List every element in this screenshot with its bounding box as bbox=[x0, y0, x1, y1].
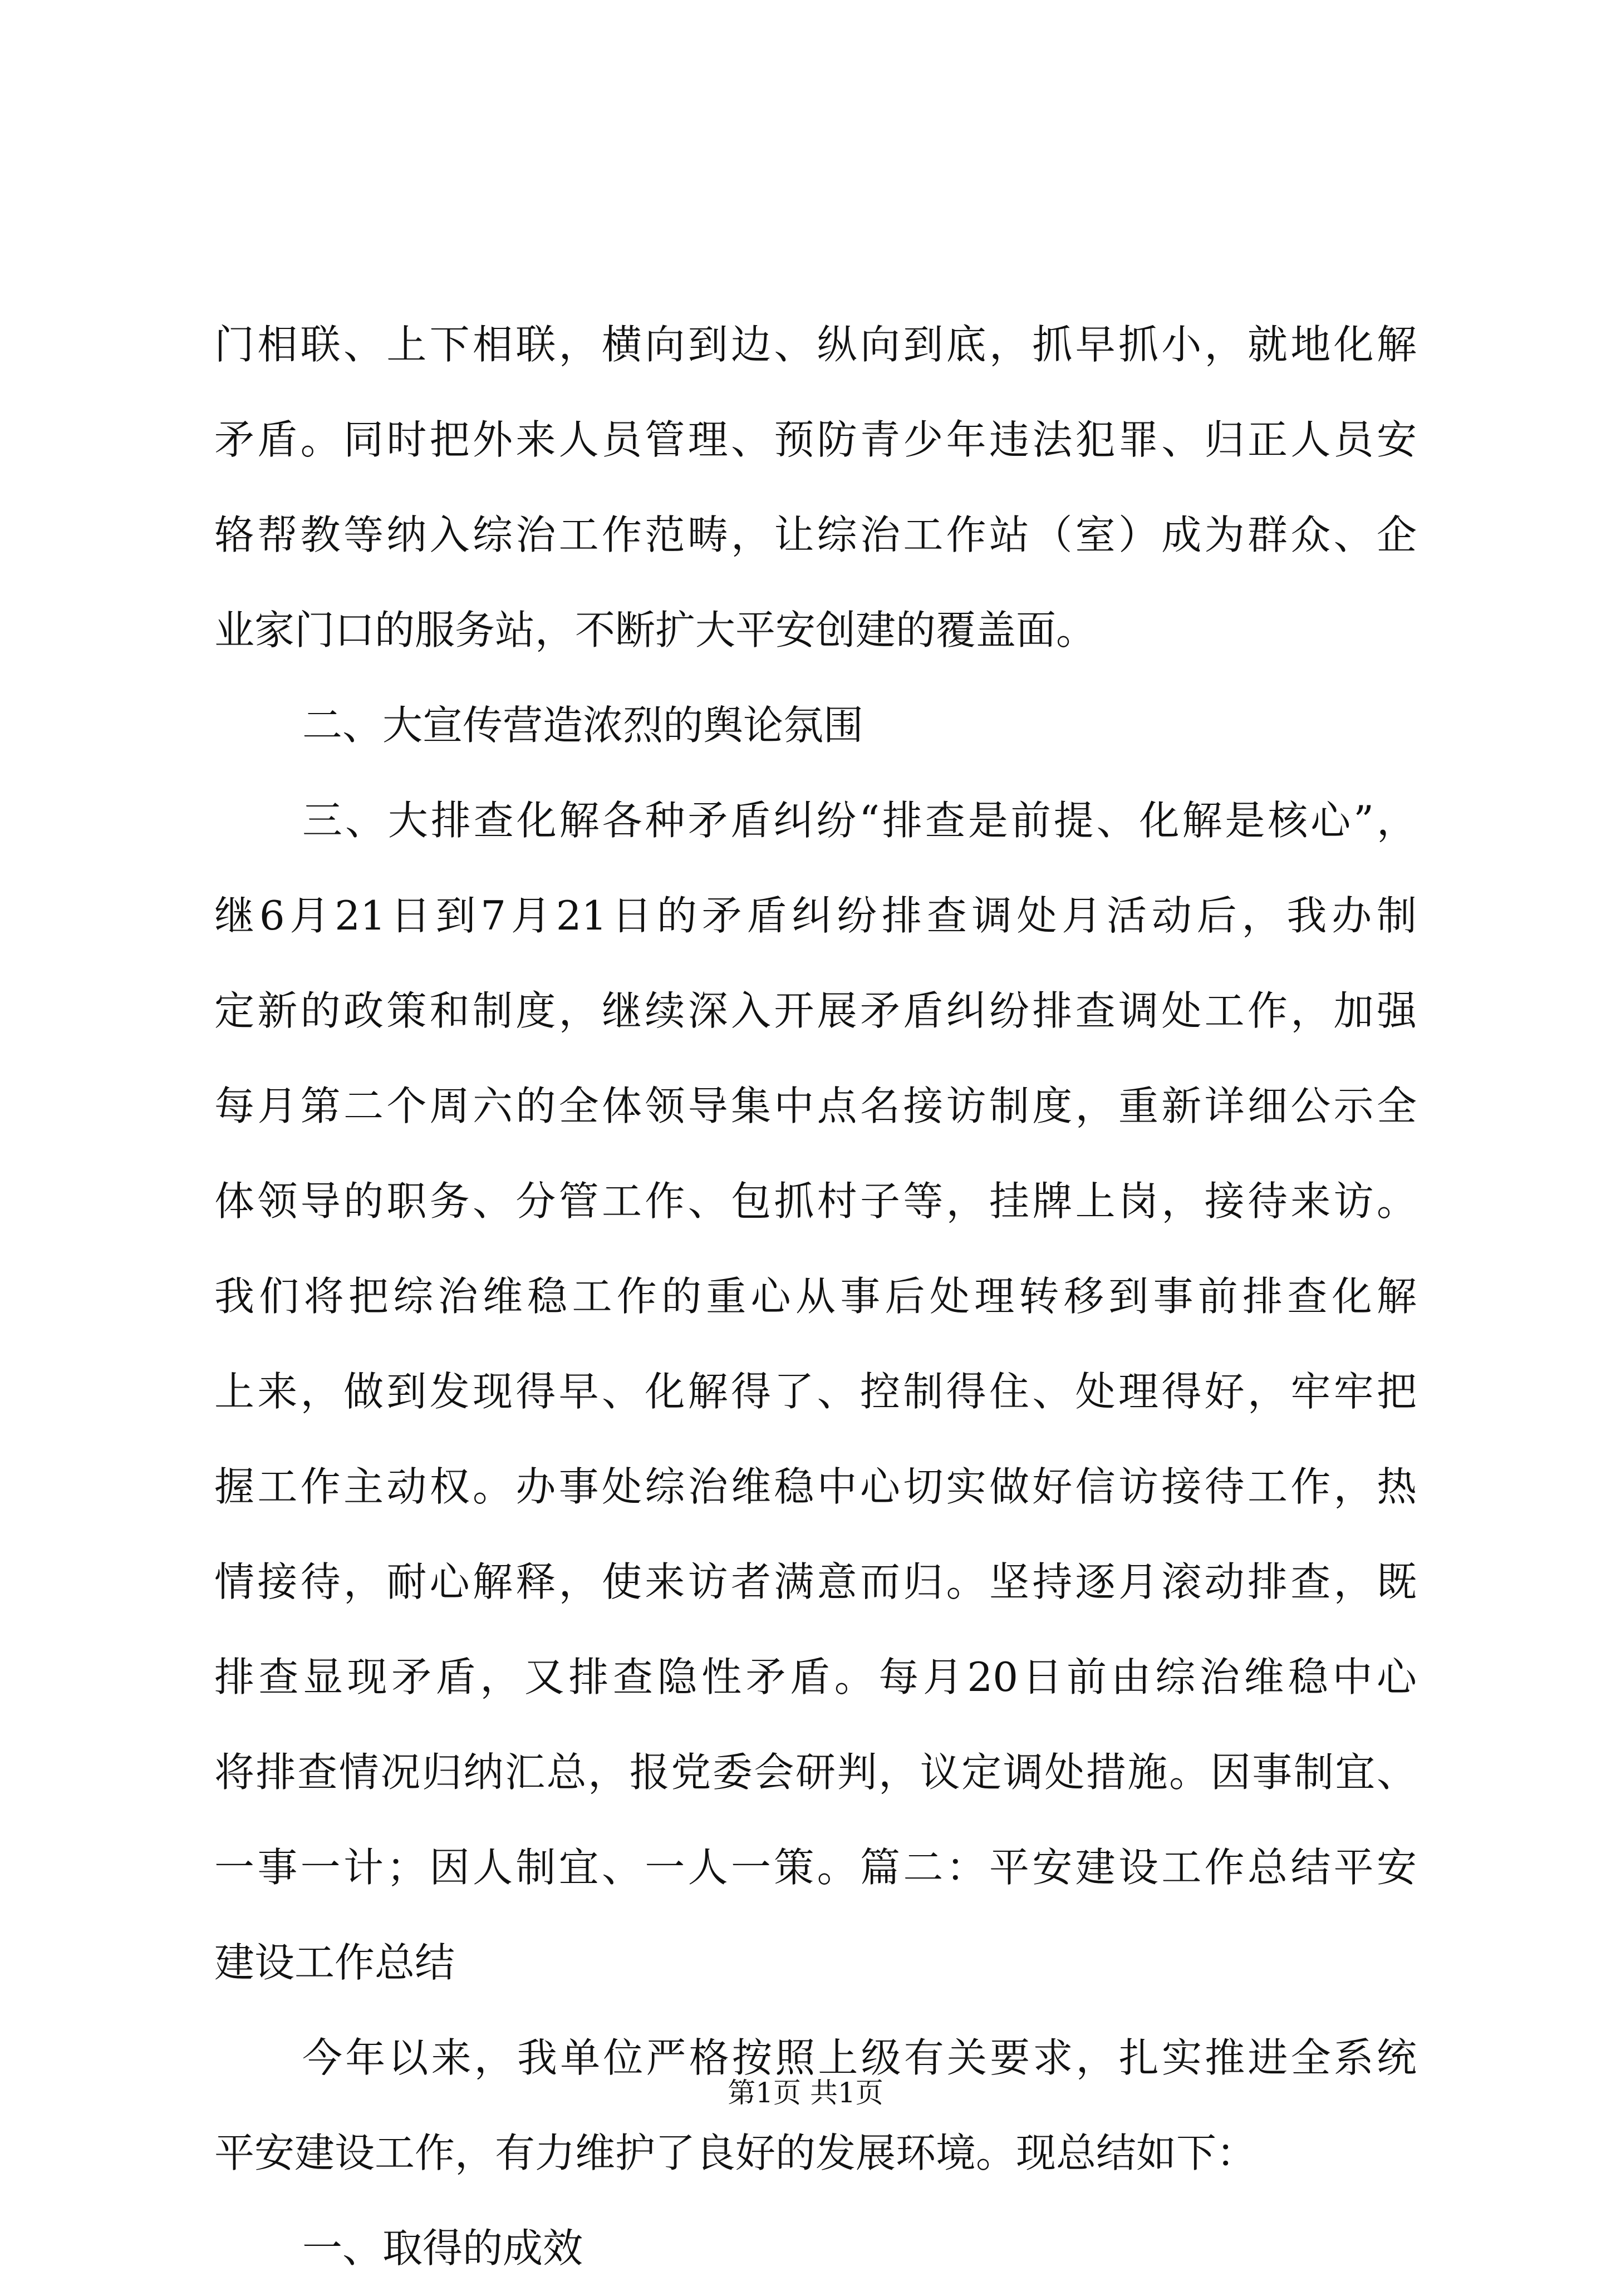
text-line: 门相联、上下相联，横向到边、纵向到底，抓早抓小，就地化解 bbox=[214, 321, 1417, 368]
paragraph-3 bbox=[214, 773, 1417, 2010]
section-heading: 一、取得的成效 bbox=[302, 2225, 583, 2272]
text-line: 一事一计；因人制宜、一人一策。篇二：平安建设工作总结平安 bbox=[214, 1844, 1417, 1891]
section-heading-5 bbox=[214, 2201, 1417, 2296]
text-line: 上来，做到发现得早、化解得了、控制得住、处理得好，牢牢把 bbox=[214, 1368, 1417, 1415]
paragraph-1 bbox=[214, 297, 1417, 678]
text-line: 继6月21日到7月21日的矛盾纠纷排查调处月活动后，我办制 bbox=[214, 892, 1417, 939]
section-heading: 二、大宣传营造浓烈的舆论氛围 bbox=[302, 702, 864, 749]
text-line: 建设工作总结 bbox=[214, 1939, 455, 1986]
text-line: 体领导的职务、分管工作、包抓村子等，挂牌上岗，接待来访。 bbox=[214, 1178, 1417, 1225]
document-body bbox=[214, 297, 1417, 2296]
text-line: 情接待，耐心解释，使来访者满意而归。坚持逐月滚动排查，既 bbox=[214, 1558, 1417, 1605]
text-line: 三、大排查化解各种矛盾纠纷“排查是前提、化解是核心”， bbox=[302, 797, 1417, 844]
text-line: 今年以来，我单位严格按照上级有关要求，扎实推进全系统 bbox=[302, 2034, 1417, 2081]
text-line: 每月第二个周六的全体领导集中点名接访制度，重新详细公示全 bbox=[214, 1083, 1417, 1129]
page-footer: 第1页 共1页 bbox=[728, 2077, 883, 2109]
text-line: 矛盾。同时把外来人员管理、预防青少年违法犯罪、归正人员安 bbox=[214, 416, 1417, 463]
section-heading-2 bbox=[214, 678, 1417, 773]
text-line: 我们将把综治维稳工作的重心从事后处理转移到事前排查化解 bbox=[214, 1273, 1417, 1320]
text-line: 辂帮教等纳入综治工作范畴，让综治工作站（室）成为群众、企 bbox=[214, 512, 1417, 558]
text-line: 定新的政策和制度，继续深入开展矛盾纠纷排查调处工作，加强 bbox=[214, 987, 1417, 1034]
text-line: 握工作主动权。办事处综治维稳中心切实做好信访接待工作，热 bbox=[214, 1463, 1417, 1510]
text-line: 业家门口的服务站，不断扩大平安创建的覆盖面。 bbox=[214, 607, 1097, 653]
text-line: 将排查情况归纳汇总，报党委会研判，议定调处措施。因事制宜、 bbox=[214, 1749, 1417, 1796]
text-line: 平安建设工作，有力维护了良好的发展环境。现总结如下： bbox=[214, 2130, 1257, 2176]
text-line: 排查显现矛盾，又排查隐性矛盾。每月20日前由综治维稳中心 bbox=[214, 1654, 1417, 1700]
